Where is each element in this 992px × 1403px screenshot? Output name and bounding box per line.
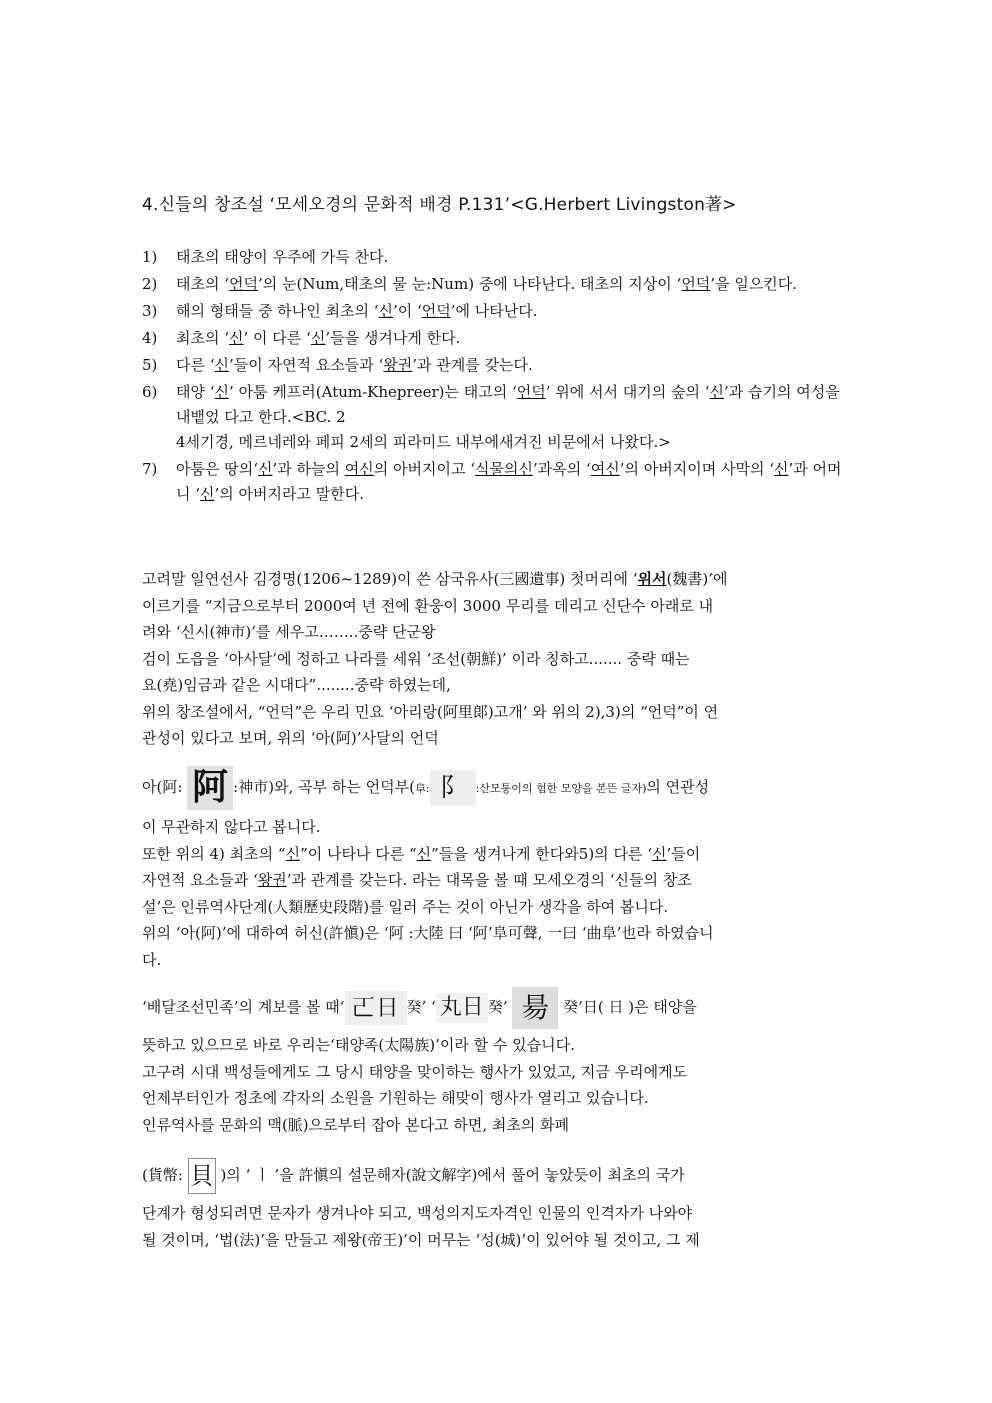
text-line: 관성이 있다고 보며, 위의 ‘아(阿)’사달의 언덕 <box>142 729 439 747</box>
underlined-term: 위서 <box>637 570 667 588</box>
list-item-text: ’의 눈(Num,태초의 물 눈:Num) 중에 나타난다. 태초의 지상이 ‘ <box>258 275 682 293</box>
text-line: 될 것이며, ‘법(法)’을 만들고 제왕(帝王)’이 머무는 ‘성(城)’이 있어야 될 것이고, 그 제 <box>142 1230 700 1249</box>
list-item-text: ’을 일으킨다. <box>710 275 798 293</box>
ancient-currency-character-image: 貝 <box>188 1158 216 1194</box>
text-segment: 또한 위의 4) 최초의 “ <box>142 844 286 863</box>
text-line: 고구려 시대 백성들에게도 그 당시 태양을 맞이하는 행사가 있었고, 지금 우리에게도 <box>142 1062 688 1081</box>
underlined-term: 신 <box>378 302 393 320</box>
list-item-text: ’과옥의 ‘ <box>532 460 591 478</box>
text-segment: ”이 나타나 다른 “ <box>300 844 417 863</box>
underlined-term: 신 <box>774 460 789 478</box>
text-line: 설’은 인류역사단계(人類歷史段階)를 일러 주는 것이 아닌가 생각을 하여 봅니다. <box>142 897 669 916</box>
list-item-text: ’ 이 다른 ‘ <box>243 329 311 347</box>
paragraph-a-character <box>142 762 854 973</box>
paragraph-baedal-lineage <box>142 982 854 1138</box>
list-item-text: ’에 나타난다. <box>450 302 538 320</box>
text-segment: 癸’日( 日 )은 태양을 <box>558 998 697 1016</box>
list-item-text: 최초의 ‘ <box>176 329 230 347</box>
text-line: 이 무관하지 않다고 봅니다. <box>142 818 321 836</box>
underlined-term: 여신 <box>590 460 620 478</box>
text-segment: (貨幣: <box>142 1166 188 1184</box>
text-line: 려와 ‘신시(神市)’를 세우고……..중략 단군왕 <box>142 623 436 641</box>
text-line: 요(堯)임금과 같은 시대다”........중략 하였는데, <box>142 676 451 694</box>
list-item-text: 태초의 태양이 우주에 가득 찬다. <box>176 248 389 266</box>
list-item-text: ’들이 자연적 요소들과 ‘ <box>229 356 384 374</box>
list-item-text: ’ 아툼 케프러(Atum-Khepreer)는 태고의 ‘ <box>229 383 517 401</box>
list-item-number: 5) <box>142 356 158 374</box>
list-item-text: 해의 형태들 중 하나인 최초의 ‘ <box>176 302 379 320</box>
text-line: 인류역사를 문화의 맥(脈)으로부터 잡아 본다고 하면, 최초의 화폐 <box>142 1115 570 1134</box>
ancient-character-a-image: 阿 <box>187 766 233 810</box>
text-segment: ’들이 <box>666 844 701 863</box>
list-item-text: 다른 ‘ <box>176 356 215 374</box>
text-line: 검이 도읍을 ‘아사달’에 정하고 나라를 세워 ‘조선(朝鮮)’ 이라 칭하고....... 중략 때는 <box>142 649 690 668</box>
text-line: 고려말 일연선사 김경명(1206~1289)이 쓴 삼국유사(三國遺事) 첫머리에 ‘ <box>142 570 638 588</box>
underlined-term: 신 <box>310 329 326 347</box>
underlined-term: 언덕 <box>229 275 258 293</box>
list-item-text: ’의 아버지라고 말한다. <box>214 485 365 503</box>
underlined-term: 여신 <box>344 460 374 478</box>
list-item-text: ’과 어머니 ‘ <box>176 460 842 503</box>
list-item-text: ’과 습기의 여성을 내뱉었 다고 한다.<BC. 2 <box>176 383 840 426</box>
underlined-term: 신 <box>200 485 215 503</box>
list-item-text: ’과 관계를 갖는다. <box>412 356 533 374</box>
text-segment: :산모퉁이의 험한 모양을 본뜬 글자) <box>475 782 647 795</box>
underlined-term: 신 <box>416 844 432 863</box>
text-segment: 의 연관성 <box>646 778 710 796</box>
text-segment: 자연적 요소들과 ‘ <box>142 871 258 889</box>
list-item <box>142 380 854 455</box>
underlined-term: 신 <box>214 356 230 374</box>
list-item-text: 태양 ‘ <box>176 383 215 401</box>
text-line: 위의 ‘아(阿)’에 대하여 허신(許愼)은 ‘阿 :大陸 曰 ‘阿’阜可聲, 一曰 ‘曲阜’也라 하였습니 <box>142 924 714 942</box>
underlined-term: 언덕 <box>681 275 711 293</box>
list-item-text: ’의 아버지이며 사막의 ‘ <box>619 460 774 478</box>
list-item-text: ’이 ‘ <box>393 302 422 320</box>
section-heading: 4.신들의 창조설 ‘모세오경의 문화적 배경 P.131’<G.Herbert Livingston著> <box>142 195 737 215</box>
list-item-number: 4) <box>142 329 158 347</box>
list-item-text: ’들을 생겨나게 한다. <box>325 329 461 347</box>
list-item-number: 2) <box>142 275 158 293</box>
underlined-term: 신 <box>709 383 725 401</box>
underlined-term: 신 <box>285 844 301 863</box>
list-item-number: 7) <box>142 460 158 478</box>
text-segment: 阜: <box>414 782 430 795</box>
list-item <box>142 299 854 324</box>
ancient-character-image-3: 昜 <box>512 987 558 1029</box>
list-item <box>142 272 854 297</box>
underlined-term: 신 <box>229 329 244 347</box>
underlined-term: 신 <box>214 383 230 401</box>
underlined-term: 언덕 <box>421 302 451 320</box>
text-segment: 癸’ <box>487 998 513 1016</box>
underlined-term: 신 <box>258 460 273 478</box>
list-item <box>142 245 854 270</box>
creation-list <box>142 245 854 509</box>
text-line: (魏書)’에 <box>666 570 728 588</box>
list-item-number: 6) <box>142 383 158 401</box>
underlined-term: 왕권 <box>257 871 287 889</box>
text-segment: 아(阿: <box>142 778 188 796</box>
text-segment: ‘배달조선민족’의 계보를 볼 때‘ <box>142 998 345 1016</box>
text-line: 단계가 형성되려면 문자가 생겨나야 되고, 백성의지도자격인 인물의 인격자가 나와야 <box>142 1204 693 1222</box>
underlined-term: 왕권 <box>383 356 413 374</box>
list-item-text: 의 아버지이고 ‘ <box>373 460 475 478</box>
text-segment: ’과 관계를 갖는다. 라는 대목을 볼 때 모세오경의 ‘신들의 창조 <box>286 871 692 889</box>
list-item-text: ’과 하늘의 <box>272 460 345 478</box>
underlined-term: 식물의신 <box>475 460 533 478</box>
paragraph-currency <box>142 1150 854 1253</box>
list-item-text: ’ 위에 서서 대기의 숲의 ‘ <box>545 383 710 401</box>
text-line: 뜻하고 있으므로 바로 우리는‘태양족(太陽族)’이라 할 수 있습니다. <box>142 1036 575 1054</box>
text-line: 이르기를 “지금으로부터 2000여 년 전에 환웅이 3000 무리를 데리고 신단수 아래로 내 <box>142 596 714 615</box>
text-segment: ”들을 생겨나게 한다와5)의 다른 ‘ <box>431 844 652 863</box>
list-item <box>142 457 854 507</box>
text-segment: :神市)와, 곡부 하는 언덕부( <box>233 778 415 796</box>
text-segment: )의 ‘ ㅣ ’을 許愼의 설문해자(說文解字)에서 풀어 놓았듯이 최초의 국가 <box>215 1166 685 1184</box>
paragraph-samguk-yusa <box>142 566 854 752</box>
ancient-character-image-2: 丸日 <box>436 993 488 1023</box>
list-item-text: 태초의 ‘ <box>176 275 230 293</box>
text-line: 다. <box>142 950 162 969</box>
list-item <box>142 326 854 351</box>
list-item-number: 1) <box>142 248 158 266</box>
list-item-text: 4세기경, 메르네레와 페피 2세의 피라미드 내부에새겨진 비문에서 나왔다.> <box>176 433 671 451</box>
underlined-term: 언덕 <box>516 383 546 401</box>
list-item-text: 아툼은 땅의‘ <box>176 460 258 478</box>
list-item <box>142 353 854 378</box>
text-line: 위의 창조설에서, “언덕”은 우리 민요 ‘아리랑(阿里郞)고개’ 와 위의 2),3)의 “언덕”이 연 <box>142 702 719 721</box>
text-line: 언제부터인가 정초에 각자의 소원을 기원하는 해맞이 행사가 열리고 있습니다. <box>142 1089 649 1107</box>
ancient-character-bu-image: 阝 <box>430 770 476 806</box>
underlined-term: 신 <box>651 844 667 863</box>
list-item-number: 3) <box>142 302 158 320</box>
ancient-character-image-1: 𠀀日 <box>345 991 407 1025</box>
text-segment: 癸’ ‘ <box>406 998 436 1016</box>
